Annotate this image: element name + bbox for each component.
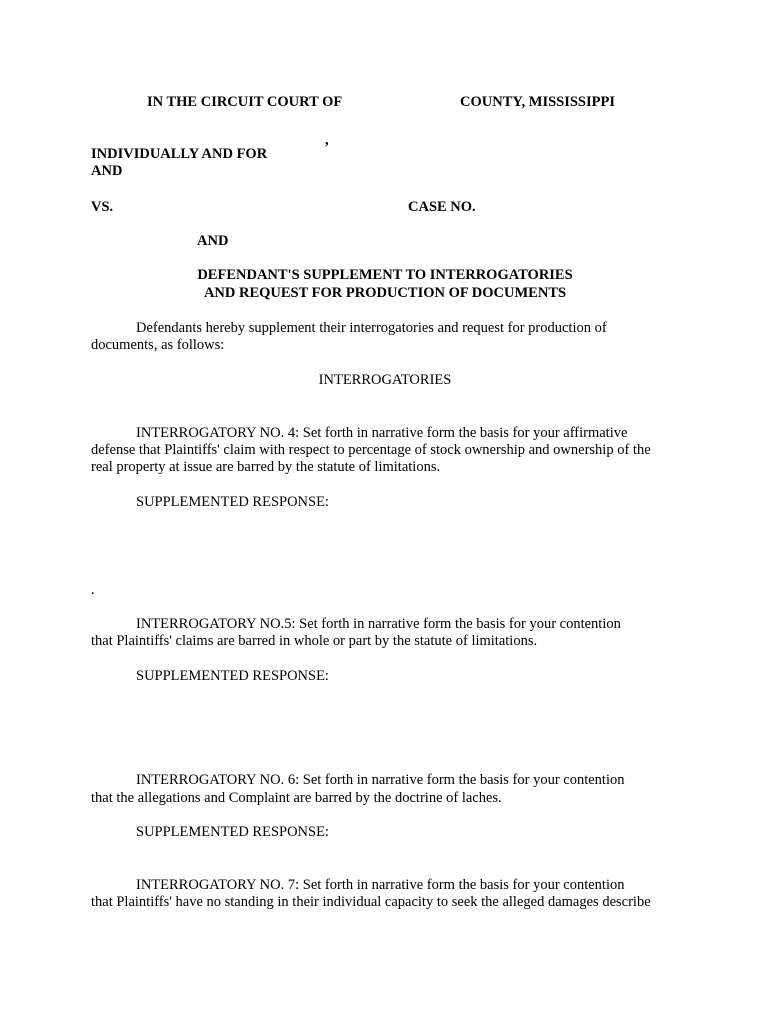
interrogatory-6-response-label: SUPPLEMENTED RESPONSE: xyxy=(136,824,329,840)
interrogatory-7-line-2: that Plaintiffs' have no standing in their individual capacity to seek the alleged damages describe xyxy=(91,894,651,910)
plaintiff-line-2: AND xyxy=(91,163,123,179)
plaintiff-line-1: INDIVIDUALLY AND FOR xyxy=(91,146,268,162)
interrogatory-5-line-2: that Plaintiffs' claims are barred in whole or part by the statute of limitations. xyxy=(91,633,538,649)
interrogatory-4-line-3: real property at issue are barred by the statute of limitations. xyxy=(91,459,441,475)
document-title-line-1: DEFENDANT'S SUPPLEMENT TO INTERROGATORIES xyxy=(197,267,573,283)
document-title-line-2: AND REQUEST FOR PRODUCTION OF DOCUMENTS xyxy=(203,285,567,301)
interrogatory-5-response-label: SUPPLEMENTED RESPONSE: xyxy=(136,668,329,684)
case-number-label: CASE NO. xyxy=(408,199,476,215)
defendant-and: AND xyxy=(197,233,229,249)
intro-line-2: documents, as follows: xyxy=(91,337,225,353)
interrogatory-6-line-2: that the allegations and Complaint are barred by the doctrine of laches. xyxy=(91,790,502,806)
section-heading: INTERROGATORIES xyxy=(318,372,452,388)
court-county-state: COUNTY, MISSISSIPPI xyxy=(460,94,615,110)
intro-line-1: Defendants hereby supplement their interrogatories and request for production of xyxy=(136,320,607,336)
interrogatory-6-line-1: INTERROGATORY NO. 6: Set forth in narrative form the basis for your contention xyxy=(136,772,625,788)
interrogatory-4-response-label: SUPPLEMENTED RESPONSE: xyxy=(136,494,329,510)
interrogatory-7-line-1: INTERROGATORY NO. 7: Set forth in narrative form the basis for your contention xyxy=(136,877,625,893)
court-name-prefix: IN THE CIRCUIT COURT OF xyxy=(147,94,343,110)
interrogatory-5-line-1: INTERROGATORY NO.5: Set forth in narrative form the basis for your contention xyxy=(136,616,621,632)
stray-period: . xyxy=(91,582,95,598)
versus-label: VS. xyxy=(91,199,114,215)
interrogatory-4-line-2: defense that Plaintiffs' claim with respect to percentage of stock ownership and ownership of the xyxy=(91,442,651,458)
interrogatory-4-line-1: INTERROGATORY NO. 4: Set forth in narrative form the basis for your affirmative xyxy=(136,425,628,441)
caption-comma: , xyxy=(325,132,329,148)
